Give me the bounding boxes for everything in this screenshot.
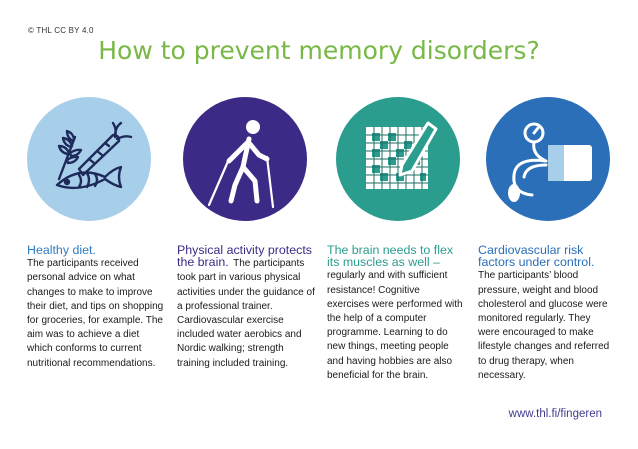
section-body: The participants received personal advice on what changes to make to improve their diet, and tips on shopping for groceries, for example. The aim was to achieve a diet which conforms to current nutritional recommendations. <box>27 258 164 369</box>
section-heading: The brain needs to flex its muscles as well – <box>327 243 454 270</box>
section-body: The participants took part in various physical activities under the guidance of a professional trainer. Cardiovascular exercise included water aerobics and Nordic walking; strength training included training. <box>177 258 315 369</box>
website-link[interactable]: www.thl.fi/fingeren <box>508 408 602 420</box>
cardio-circle <box>486 97 610 221</box>
blood-pressure-meter-icon <box>486 97 610 221</box>
section-heading: Healthy diet. <box>27 243 96 257</box>
section-cardiovascular <box>478 244 612 382</box>
section-brain-exercise <box>327 244 463 382</box>
activity-circle <box>183 97 307 221</box>
carrot-fish-icon <box>27 97 151 221</box>
section-body: regularly and with sufficient resistance! Cognitive exercises were performed with the help of a computer programme. Learning to do new things, meeting people and having hobbies are also beneficial for the brain. <box>327 270 463 381</box>
section-body: The participants’ blood pressure, weight and blood cholesterol and glucose were monitored regularly. They were encouraged to make lifestyle changes and referred to drug therapy, when necessary. <box>478 270 610 381</box>
section-physical-activity <box>177 244 315 370</box>
section-heading: Physical activity protects the brain. <box>177 243 312 270</box>
nordic-walker-icon <box>183 97 307 221</box>
section-healthy-diet <box>27 244 165 370</box>
page-title: How to prevent memory disorders? <box>98 36 540 65</box>
brain-circle <box>336 97 460 221</box>
section-heading: Cardiovascular risk factors under control. <box>478 243 595 270</box>
diet-circle <box>27 97 151 221</box>
crossword-pencil-icon <box>336 97 460 221</box>
license-notice: © THL CC BY 4.0 <box>28 26 94 35</box>
